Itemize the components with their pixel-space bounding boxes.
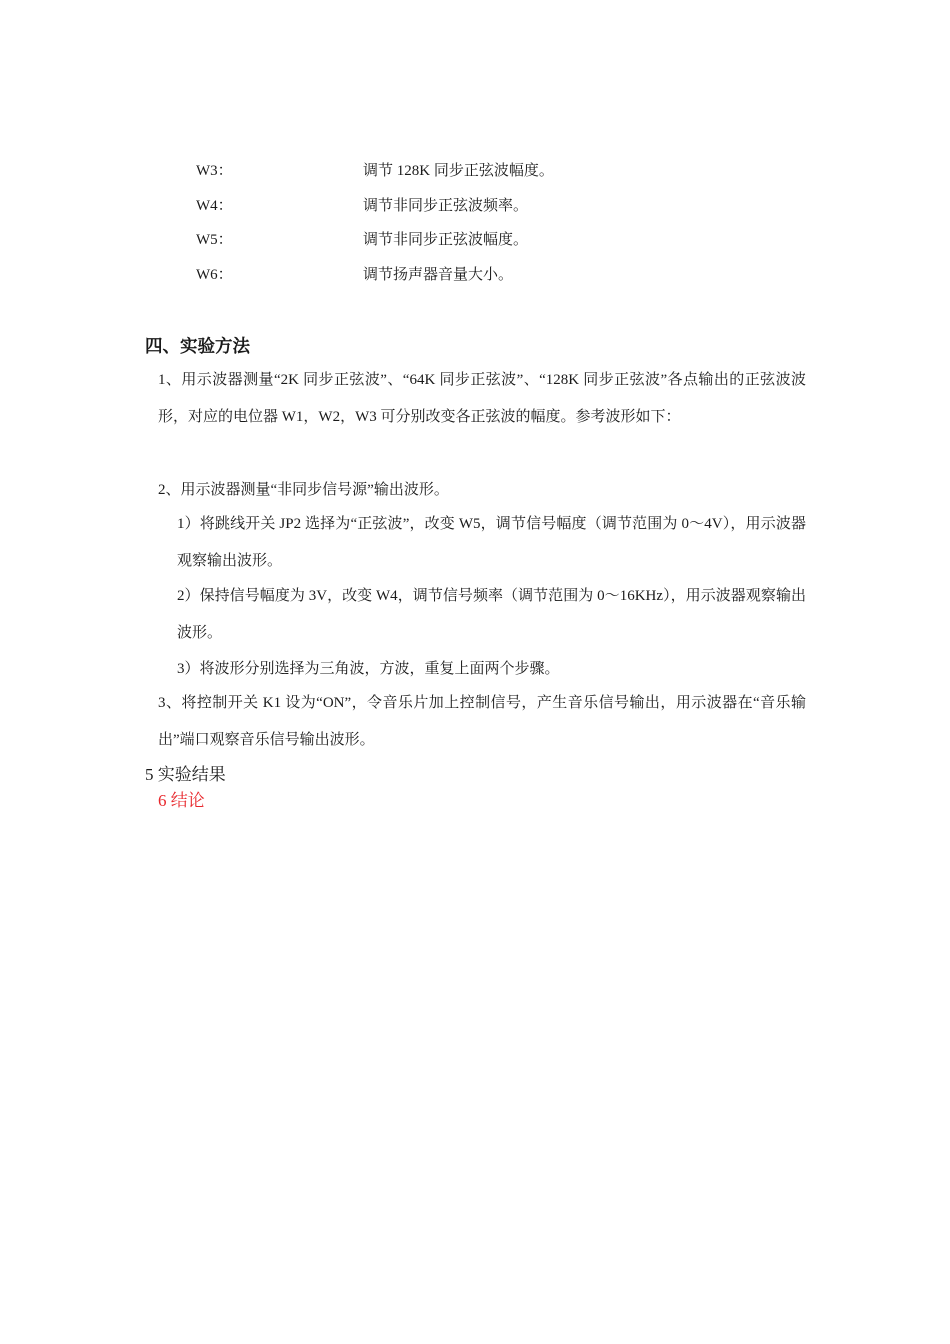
method-step-3: 3、将控制开关 K1 设为“ON”，令音乐片加上控制信号，产生音乐信号输出，用示波器在“音乐输出”端口观察音乐信号输出波形。 — [158, 695, 806, 748]
pot-desc: 调节非同步正弦波幅度。 — [363, 232, 529, 248]
pot-name: W4： — [196, 198, 233, 214]
pot-name: W5： — [196, 232, 233, 248]
method-step-1: 1、用示波器测量“2K 同步正弦波”、“64K 同步正弦波”、“128K 同步正弦波”各点输出的正弦波波形，对应的电位器 W1，W2，W3 可分别改变各正弦波的幅度。参考波形如下： — [158, 372, 806, 425]
pot-desc: 调节扬声器音量大小。 — [363, 267, 514, 283]
section-6-heading: 6 结论 — [158, 791, 205, 810]
method-step-2-sub-3: 3）将波形分别选择为三角波，方波，重复上面两个步骤。 — [177, 661, 560, 677]
pot-desc: 调节 128K 同步正弦波幅度。 — [363, 163, 554, 179]
section-5-heading: 5 实验结果 — [145, 765, 226, 784]
method-step-2-sub-1: 1）将跳线开关 JP2 选择为“正弦波”，改变 W5，调节信号幅度（调节范围为 0～4V），用示波器观察输出波形。 — [177, 516, 806, 569]
method-step-2: 2、用示波器测量“非同步信号源”输出波形。 — [158, 482, 449, 498]
pot-name: W6： — [196, 267, 233, 283]
section-4-heading: 四、实验方法 — [145, 336, 250, 356]
pot-desc: 调节非同步正弦波频率。 — [363, 198, 529, 214]
method-step-2-sub-2: 2）保持信号幅度为 3V，改变 W4，调节信号频率（调节范围为 0～16KHz），用示波器观察输出波形。 — [177, 588, 806, 641]
pot-name: W3： — [196, 163, 233, 179]
